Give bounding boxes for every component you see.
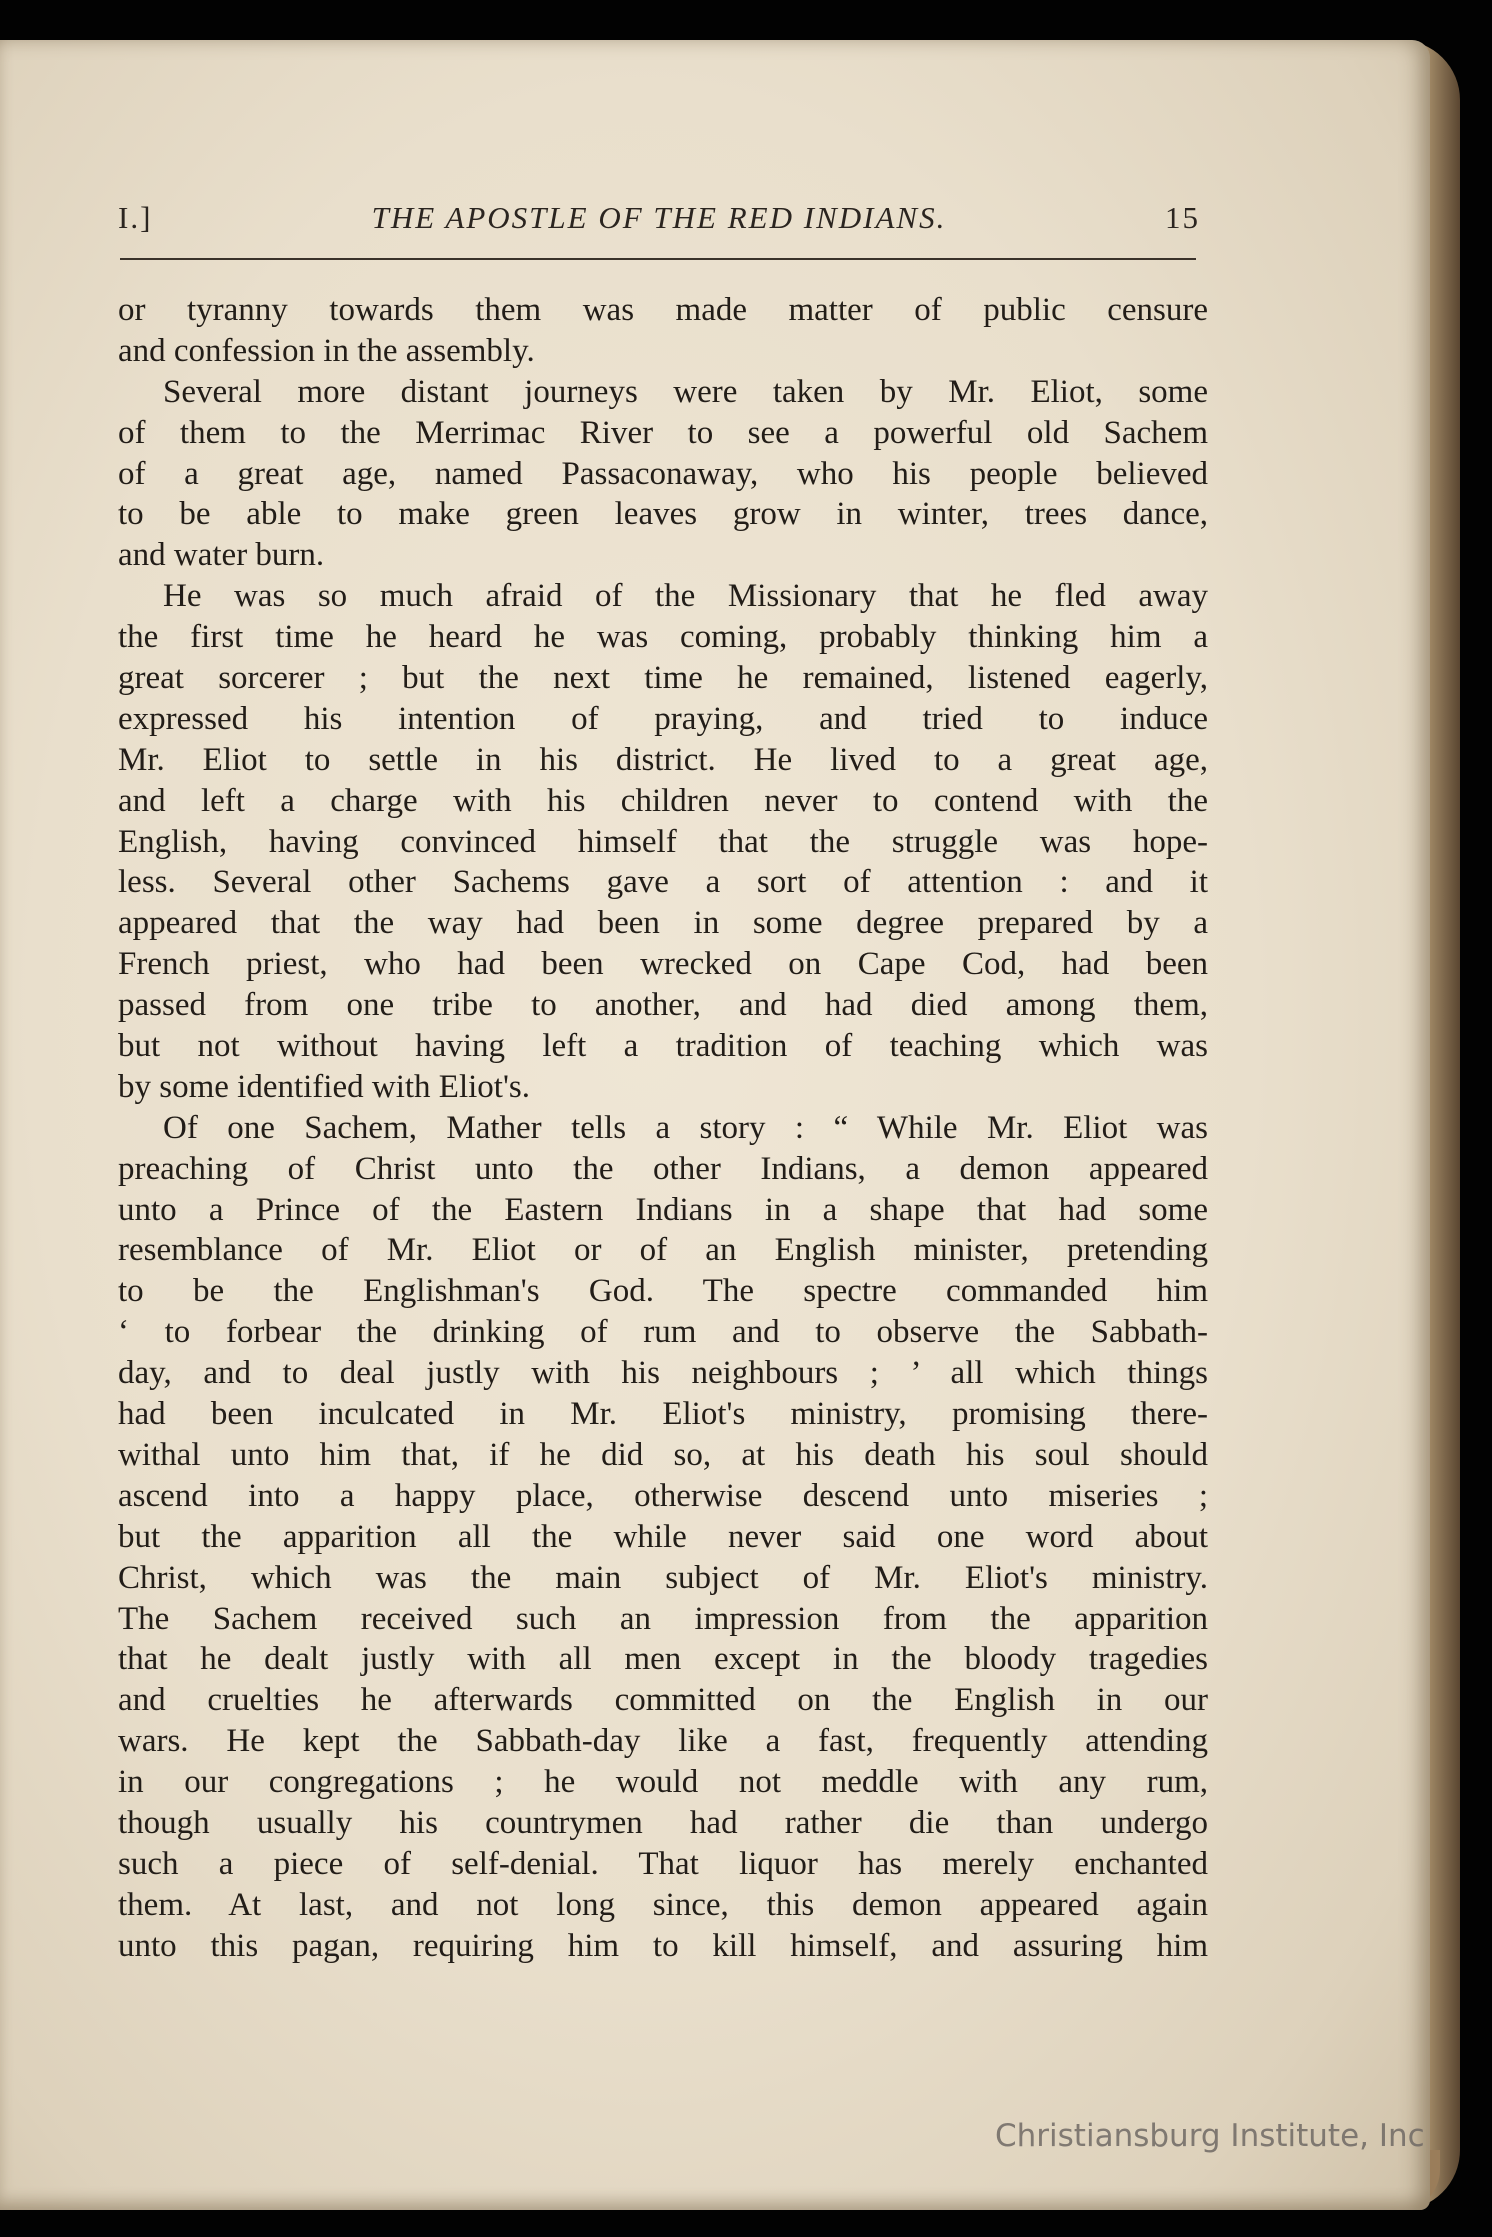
text-line: preaching of Christ unto the other Indians, a demon appeared xyxy=(118,1150,1208,1187)
text-line: to be able to make green leaves grow in winter, trees dance, xyxy=(118,496,1208,533)
text-line: Mr. Eliot to settle in his district. He lived to a great age, xyxy=(118,741,1208,778)
text-line: Several more distant journeys were taken by Mr. Eliot, some xyxy=(163,373,1208,410)
text-line: such a piece of self-denial. That liquor has merely enchanted xyxy=(118,1845,1208,1882)
text-line: unto a Prince of the Eastern Indians in a shape that had some xyxy=(118,1191,1208,1228)
running-title: THE APOSTLE OF THE RED INDIANS. xyxy=(371,200,947,235)
text-line: expressed his intention of praying, and tried to induce xyxy=(118,700,1208,737)
text-line: ‘ to forbear the drinking of rum and to observe the Sabbath- xyxy=(118,1314,1208,1351)
text-line: passed from one tribe to another, and had died among them, xyxy=(118,987,1208,1024)
text-line: but the apparition all the while never said one word about xyxy=(118,1518,1208,1555)
text-line: and cruelties he afterwards committed on the English in our xyxy=(118,1682,1208,1719)
text-line: withal unto him that, if he did so, at his death his soul should xyxy=(118,1436,1208,1473)
text-line: appeared that the way had been in some degree prepared by a xyxy=(118,905,1208,942)
text-line: but not without having left a tradition of teaching which was xyxy=(118,1028,1208,1065)
body-text xyxy=(118,290,1208,1967)
running-head xyxy=(118,200,1200,244)
text-line: by some identified with Eliot's. xyxy=(118,1068,530,1105)
text-line: day, and to deal justly with his neighbours ; ’ all which things xyxy=(118,1355,1208,1392)
text-line: ascend into a happy place, otherwise descend unto miseries ; xyxy=(118,1477,1208,1514)
page-number: 15 xyxy=(1165,200,1200,235)
text-line: though usually his countrymen had rather die than undergo xyxy=(118,1804,1208,1841)
text-line: of them to the Merrimac River to see a powerful old Sachem xyxy=(118,414,1208,451)
text-line: to be the Englishman's God. The spectre commanded him xyxy=(118,1273,1208,1310)
text-line: English, having convinced himself that the struggle was hope- xyxy=(118,823,1208,860)
text-line: Of one Sachem, Mather tells a story : “ While Mr. Eliot was xyxy=(163,1109,1208,1146)
chapter-number: I.] xyxy=(118,200,153,235)
text-line: The Sachem received such an impression from the apparition xyxy=(118,1600,1208,1637)
text-line: or tyranny towards them was made matter of public censure xyxy=(118,292,1208,328)
header-rule xyxy=(120,258,1196,260)
text-line: them. At last, and not long since, this demon appeared again xyxy=(118,1886,1208,1923)
watermark: Christiansburg Institute, Inc xyxy=(995,2118,1425,2154)
text-line: that he dealt justly with all men except in the bloody tragedies xyxy=(118,1641,1208,1678)
text-line: less. Several other Sachems gave a sort of attention : and it xyxy=(118,864,1208,901)
text-line: in our congregations ; he would not meddle with any rum, xyxy=(118,1764,1208,1801)
text-line: Christ, which was the main subject of Mr. Eliot's ministry. xyxy=(118,1559,1208,1596)
text-line: of a great age, named Passaconaway, who his people believed xyxy=(118,455,1208,492)
text-line: wars. He kept the Sabbath-day like a fast, frequently attending xyxy=(118,1723,1208,1760)
text-line: had been inculcated in Mr. Eliot's ministry, promising there- xyxy=(118,1396,1208,1433)
text-line: resemblance of Mr. Eliot or of an English minister, pretending xyxy=(118,1232,1208,1269)
text-line: great sorcerer ; but the next time he remained, listened eagerly, xyxy=(118,660,1208,697)
text-line: and water burn. xyxy=(118,537,325,574)
text-line: and confession in the assembly. xyxy=(118,332,535,369)
text-line: He was so much afraid of the Missionary that he fled away xyxy=(163,578,1208,615)
text-line: unto this pagan, requiring him to kill himself, and assuring him xyxy=(118,1927,1208,1964)
text-line: and left a charge with his children never to contend with the xyxy=(118,782,1208,819)
text-line: French priest, who had been wrecked on Cape Cod, had been xyxy=(118,946,1208,983)
text-line: the first time he heard he was coming, probably thinking him a xyxy=(118,619,1208,656)
